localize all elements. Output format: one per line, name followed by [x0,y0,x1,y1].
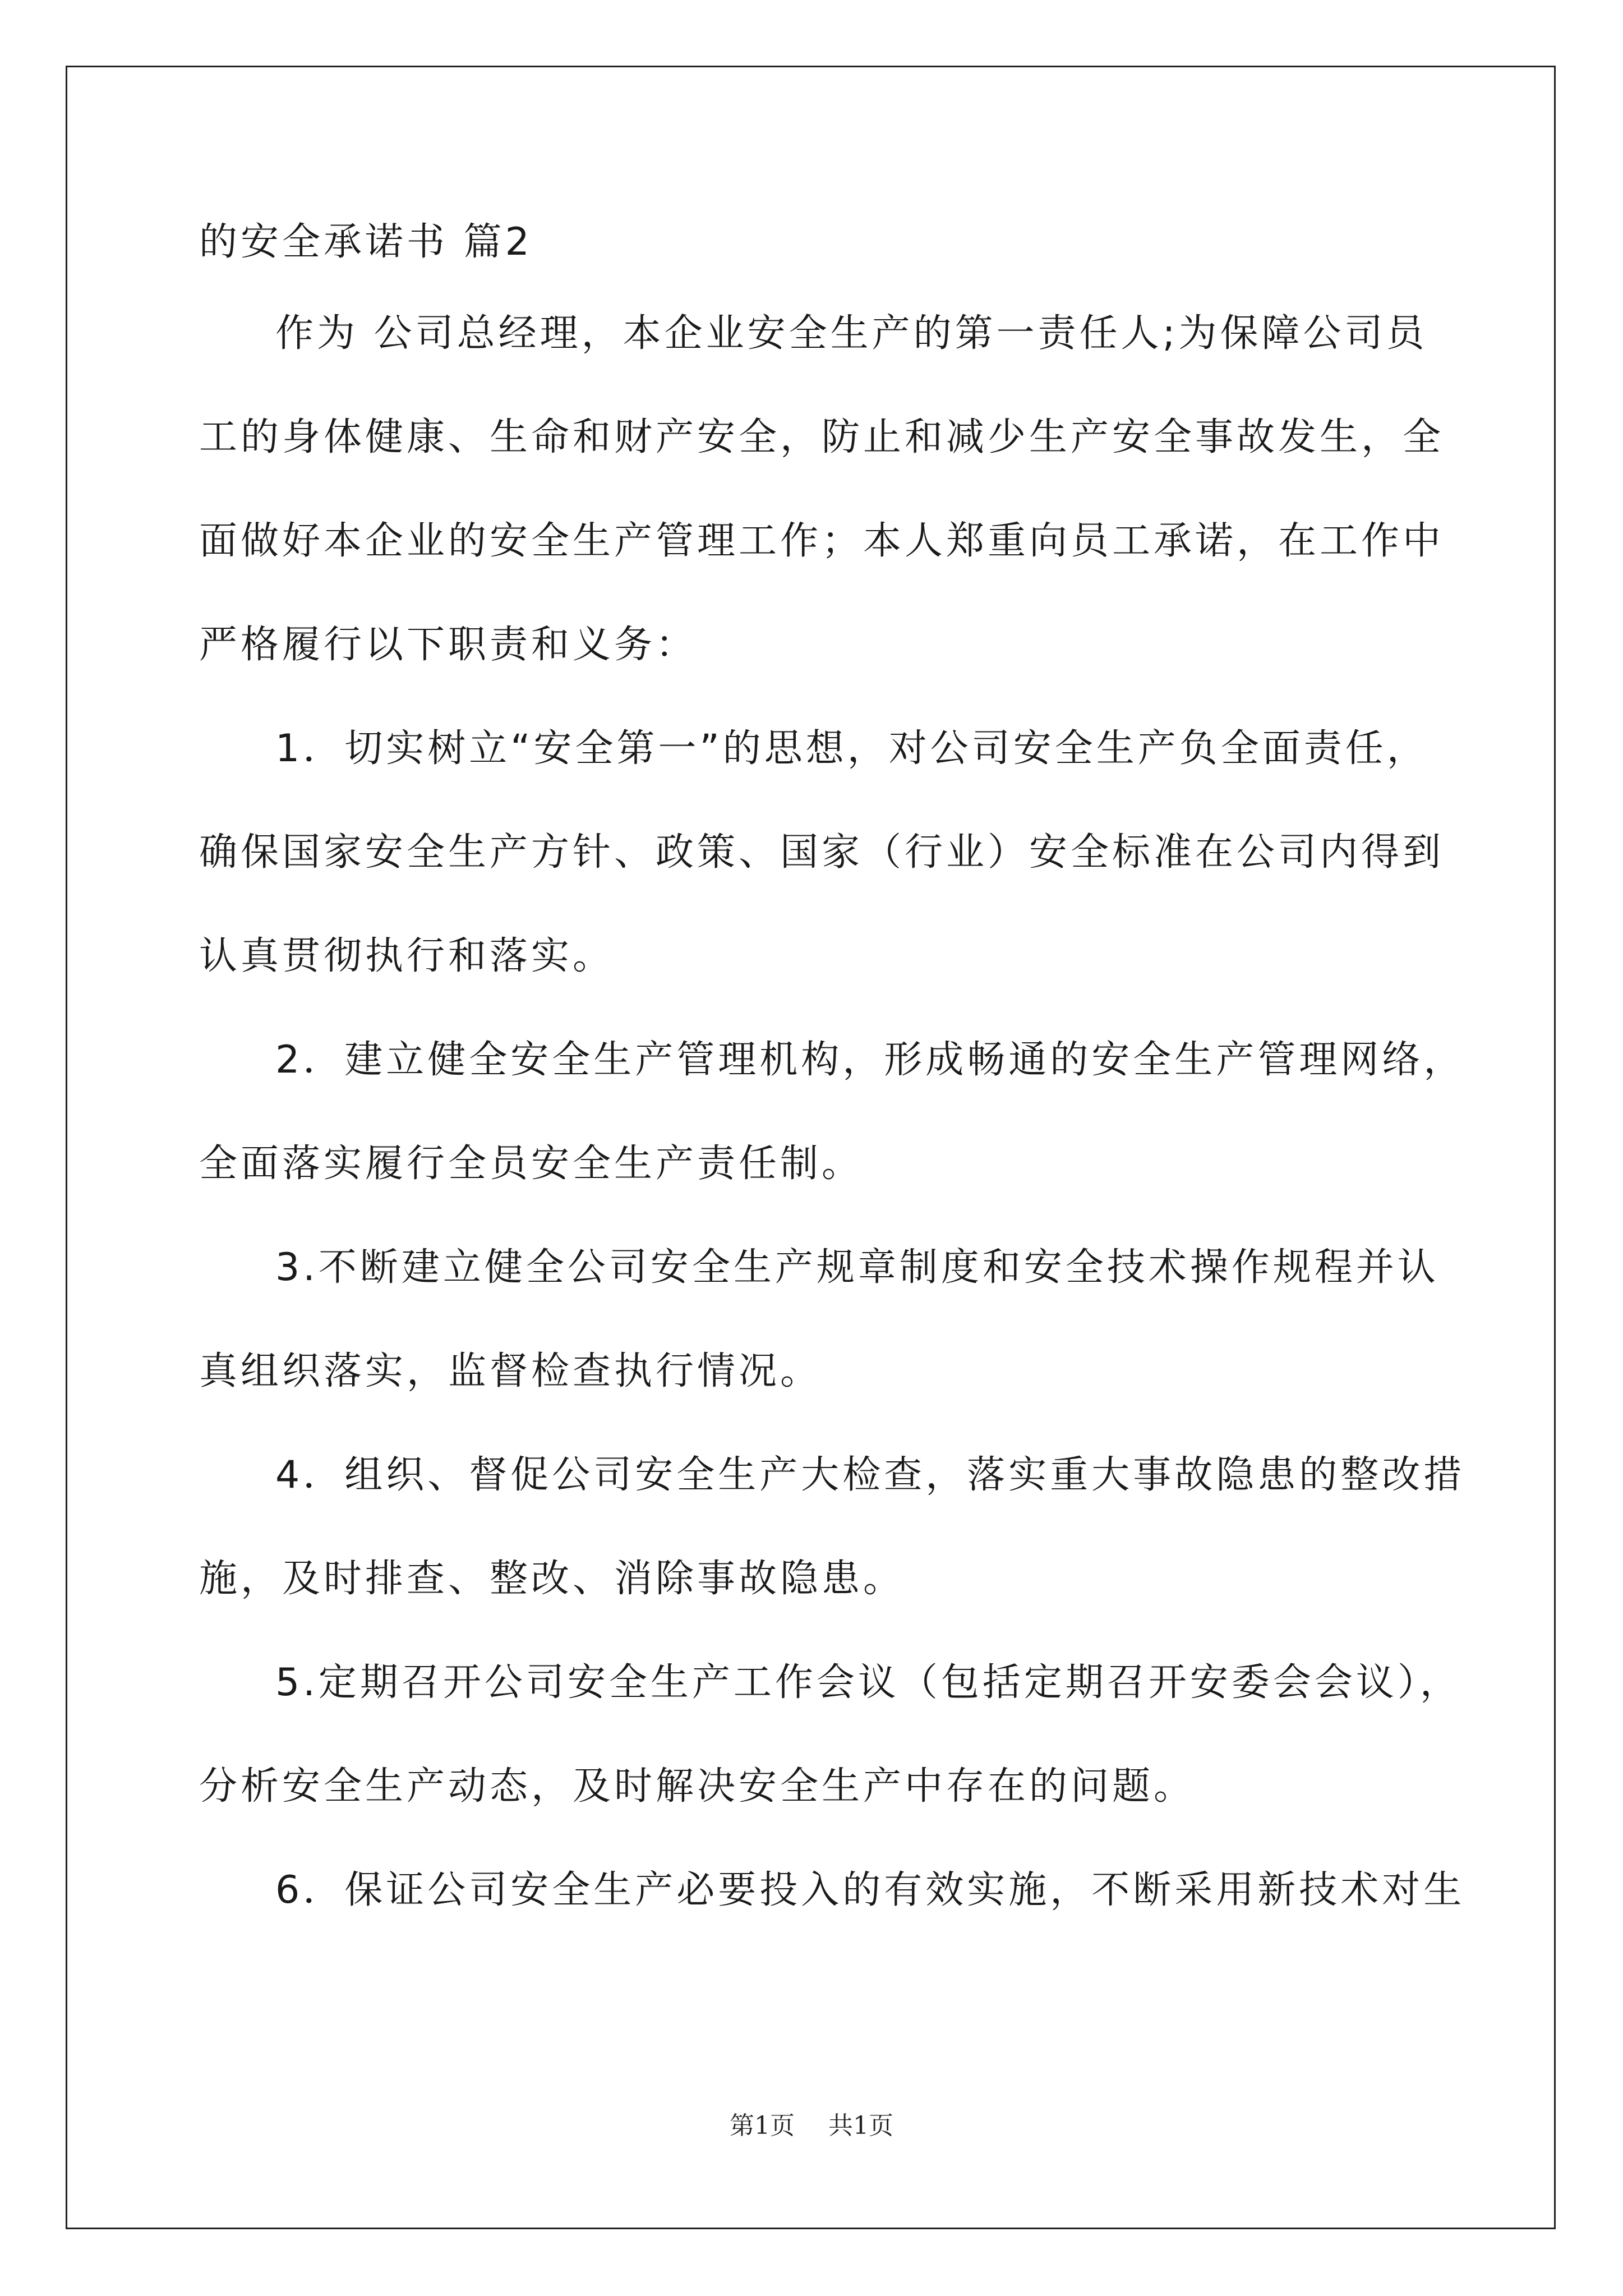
paragraph [199,1867,1465,1914]
document-heading: 的安全承诺书 篇2 [199,220,533,264]
paragraph-line: 作为 公司总经理，本企业安全生产的第一责任人;为保障公司员 [275,311,1428,356]
paragraph [199,1659,1461,1810]
paragraph [199,310,1445,669]
paragraph-line: 严格履行以下职责和义务： [199,623,698,667]
paragraph [199,725,1445,980]
paragraph-line: 6．保证公司安全生产必要投入的有效实施，不断采用新技术对生 [275,1868,1465,1912]
paragraph-line: 工的身体健康、生命和财产安全，防止和减少生产安全事故发生，全 [199,415,1445,459]
paragraph-line: 全面落实履行全员安全生产责任制。 [199,1142,864,1186]
paragraph-line: 面做好本企业的安全生产管理工作；本人郑重向员工承诺，在工作中 [199,519,1445,563]
page-footer [0,2109,1623,2143]
paragraph-line: 1．切实树立“安全第一”的思想，对公司安全生产负全面责任， [275,726,1428,771]
paragraph-line: 4．组织、督促公司安全生产大检查，落实重大事故隐患的整改措 [275,1453,1465,1497]
document-body [199,219,1465,1914]
page-number-current: 第1页 [730,2111,795,2140]
paragraph-line: 施，及时排查、整改、消除事故隐患。 [199,1557,905,1601]
paragraph [199,1244,1439,1395]
paragraph-line: 认真贯彻执行和落实。 [199,934,615,978]
paragraph-line: 分析安全生产动态，及时解决安全生产中存在的问题。 [199,1764,1196,1809]
paragraph-line: 2．建立健全安全生产管理机构，形成畅通的安全生产管理网络， [275,1038,1465,1082]
paragraph [199,1037,1465,1188]
paragraph [199,1452,1465,1603]
page-number-total: 共1页 [828,2111,893,2140]
paragraph-line: 确保国家安全生产方针、政策、国家（行业）安全标准在公司内得到 [199,830,1445,875]
paragraph-line: 3.不断建立健全公司安全生产规章制度和安全技术操作规程并认 [275,1245,1439,1290]
paragraph-line: 5.定期召开公司安全生产工作会议（包括定期召开安委会会议）， [275,1660,1461,1705]
paragraph-line: 真组织落实，监督检查执行情况。 [199,1349,822,1393]
